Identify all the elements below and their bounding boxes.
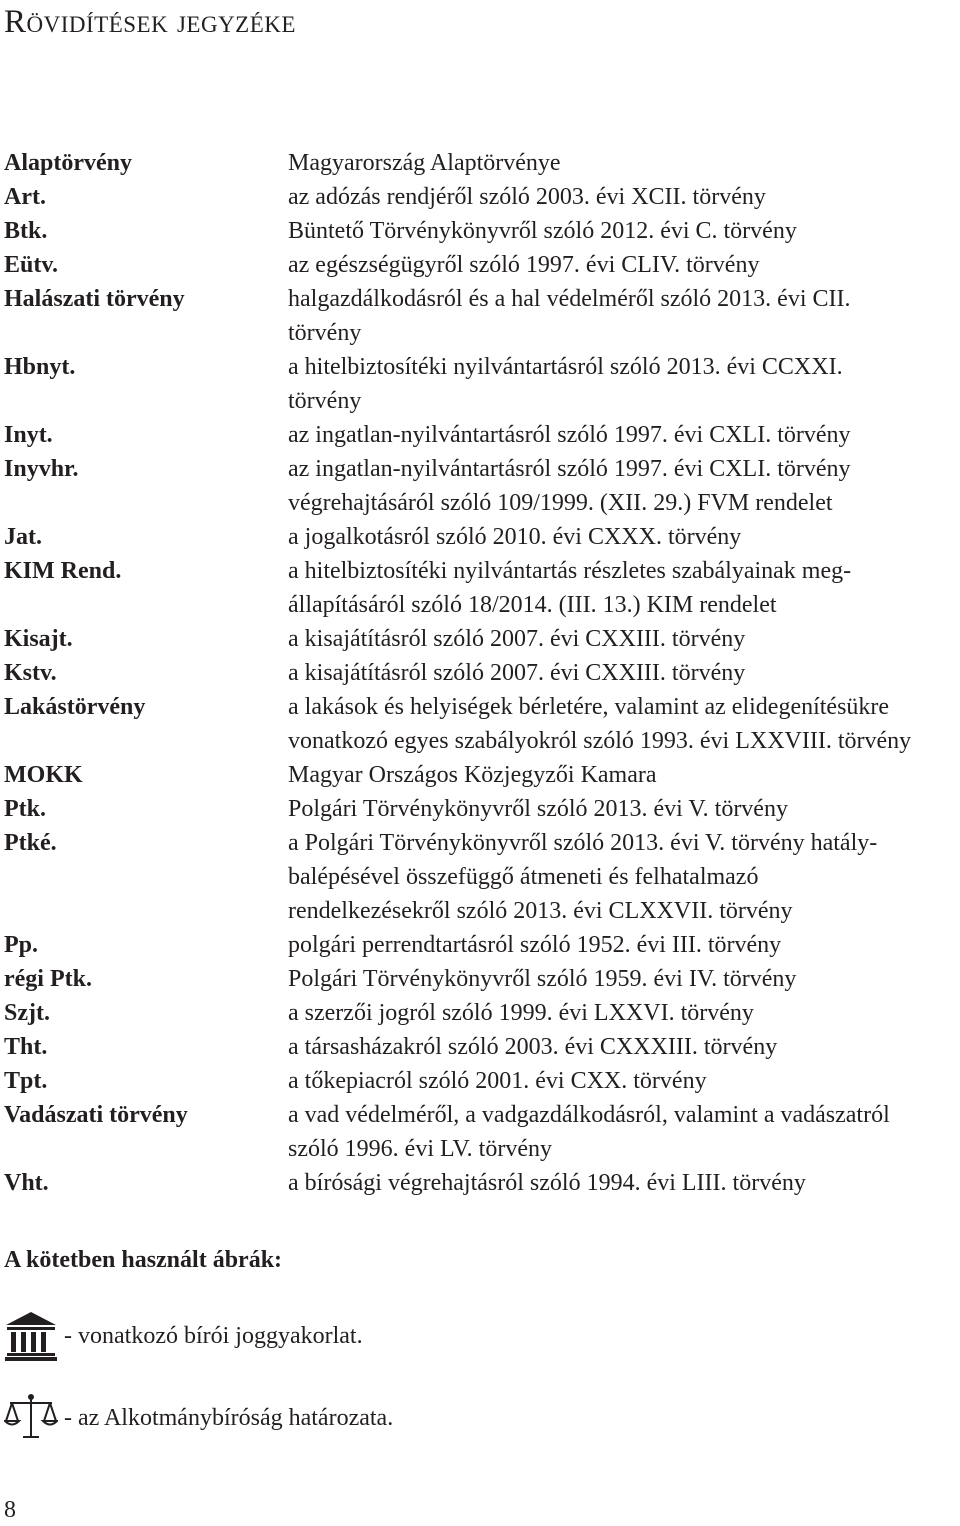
abbreviation-row	[4, 1098, 956, 1166]
abbreviation-term: Vadászati törvény	[4, 1102, 188, 1128]
abbreviation-row	[4, 146, 956, 180]
abbreviation-description-line: végrehajtásáról szóló 109/1999. (XII. 29.) FVM rendelet	[288, 490, 833, 516]
abbreviation-term: Btk.	[4, 218, 48, 244]
abbreviation-description-line: a jogalkotásról szóló 2010. évi CXXX. törvény	[288, 524, 742, 550]
abbreviation-description-line: Magyar Országos Közjegyzői Kamara	[288, 762, 657, 788]
abbreviation-description	[288, 520, 956, 554]
abbreviation-row	[4, 690, 956, 758]
abbreviation-row	[4, 214, 956, 248]
abbreviation-description-line: a szerzői jogról szóló 1999. évi LXXVI. törvény	[288, 1000, 754, 1026]
courthouse-icon	[4, 1309, 58, 1363]
abbreviation-row	[4, 248, 956, 282]
abbreviation-description-line: a bírósági végrehajtásról szóló 1994. évi LIII. törvény	[288, 1170, 806, 1196]
abbreviation-description-line: az egészségügyről szóló 1997. évi CLIV. törvény	[288, 252, 760, 278]
abbreviation-description	[288, 792, 956, 826]
abbreviation-description-line: állapításáról szóló 18/2014. (III. 13.) KIM rendelet	[288, 592, 777, 618]
abbreviation-row	[4, 350, 956, 418]
abbreviation-description	[288, 214, 956, 248]
abbreviation-description	[288, 1030, 956, 1064]
abbreviation-term: Tht.	[4, 1034, 48, 1060]
abbreviation-description-line: polgári perrendtartásról szóló 1952. évi III. törvény	[288, 932, 782, 958]
abbreviation-description-line: a hitelbiztosítéki nyilvántartásról szóló 2013. évi CCXXI.	[288, 354, 843, 380]
abbreviation-description	[288, 146, 956, 180]
abbreviation-description	[288, 826, 956, 928]
abbreviation-description	[288, 690, 956, 758]
figure-legend-court	[4, 1309, 363, 1363]
abbreviation-term: Ptk.	[4, 796, 46, 822]
abbreviation-row	[4, 1166, 956, 1200]
page-number: 8	[4, 1497, 16, 1523]
abbreviation-term: Lakástörvény	[4, 694, 146, 720]
abbreviation-description-line: Magyarország Alaptörvénye	[288, 150, 561, 176]
figure-legend-constitutional-text: - az Alkotmánybíróság határozata.	[64, 1405, 394, 1431]
abbreviation-description	[288, 1064, 956, 1098]
abbreviation-term: MOKK	[4, 762, 83, 788]
abbreviation-description	[288, 656, 956, 690]
abbreviation-row	[4, 656, 956, 690]
abbreviation-description	[288, 248, 956, 282]
abbreviation-row	[4, 622, 956, 656]
abbreviation-description-line: halgazdálkodásról és a hal védelméről szóló 2013. évi CII.	[288, 286, 851, 312]
abbreviation-term: Pp.	[4, 932, 39, 958]
abbreviation-description	[288, 758, 956, 792]
abbreviation-description-line: a kisajátításról szóló 2007. évi CXXIII. törvény	[288, 660, 746, 686]
abbreviation-description-line: a lakások és helyiségek bérletére, valamint az elidegenítésükre	[288, 694, 890, 720]
abbreviation-description-line: balépésével összefüggő átmeneti és felhatalmazó	[288, 864, 759, 890]
abbreviation-row	[4, 996, 956, 1030]
scales-icon	[4, 1391, 58, 1445]
abbreviation-row	[4, 1064, 956, 1098]
page-title: Rövidítések jegyzéke	[4, 4, 296, 40]
abbreviation-term: Ptké.	[4, 830, 57, 856]
abbreviation-term: régi Ptk.	[4, 966, 92, 992]
abbreviation-term: Kstv.	[4, 660, 57, 686]
abbreviation-description-line: az adózás rendjéről szóló 2003. évi XCII. törvény	[288, 184, 766, 210]
abbreviation-description	[288, 1098, 956, 1166]
abbreviation-description-line: a tőkepiacról szóló 2001. évi CXX. törvény	[288, 1068, 707, 1094]
abbreviation-description-line: a társasházakról szóló 2003. évi CXXXIII. törvény	[288, 1034, 778, 1060]
abbreviation-row	[4, 282, 956, 350]
figures-heading: A kötetben használt ábrák:	[4, 1247, 283, 1273]
abbreviation-row	[4, 418, 956, 452]
abbreviation-description-line: törvény	[288, 320, 362, 346]
abbreviation-description-line: szóló 1996. évi LV. törvény	[288, 1136, 552, 1162]
abbreviation-term: Alaptörvény	[4, 150, 132, 176]
abbreviation-description-line: az ingatlan-nyilvántartásról szóló 1997. évi CXLI. törvény	[288, 456, 851, 482]
abbreviation-description	[288, 1166, 956, 1200]
abbreviation-description	[288, 282, 956, 350]
abbreviation-description-line: rendelkezésekről szóló 2013. évi CLXXVII. törvény	[288, 898, 793, 924]
abbreviation-description	[288, 180, 956, 214]
abbreviation-row	[4, 928, 956, 962]
abbreviation-description-line: az ingatlan-nyilvántartásról szóló 1997. évi CXLI. törvény	[288, 422, 851, 448]
abbreviation-description-line: a kisajátításról szóló 2007. évi CXXIII. törvény	[288, 626, 746, 652]
abbreviation-description-line: Polgári Törvénykönyvről szóló 1959. évi IV. törvény	[288, 966, 797, 992]
abbreviation-description	[288, 452, 956, 520]
abbreviation-list	[4, 146, 956, 1200]
abbreviation-row	[4, 180, 956, 214]
abbreviation-description	[288, 350, 956, 418]
abbreviation-description	[288, 962, 956, 996]
figure-legend-constitutional	[4, 1391, 393, 1445]
abbreviation-description	[288, 928, 956, 962]
abbreviation-description-line: Büntető Törvénykönyvről szóló 2012. évi C. törvény	[288, 218, 797, 244]
abbreviation-row	[4, 826, 956, 928]
abbreviation-row	[4, 520, 956, 554]
abbreviation-term: Halászati törvény	[4, 286, 185, 312]
abbreviation-row	[4, 962, 956, 996]
abbreviation-description	[288, 622, 956, 656]
abbreviation-description	[288, 996, 956, 1030]
abbreviation-term: Tpt.	[4, 1068, 48, 1094]
abbreviation-description-line: törvény	[288, 388, 362, 414]
figure-legend-court-text: - vonatkozó bírói joggyakorlat.	[64, 1323, 363, 1349]
abbreviation-term: Szjt.	[4, 1000, 50, 1026]
abbreviation-description-line: a Polgári Törvénykönyvről szóló 2013. évi V. törvény hatály-	[288, 830, 878, 856]
abbreviation-term: Hbnyt.	[4, 354, 76, 380]
abbreviation-row	[4, 1030, 956, 1064]
abbreviation-description-line: Polgári Törvénykönyvről szóló 2013. évi V. törvény	[288, 796, 788, 822]
abbreviation-description	[288, 554, 956, 622]
abbreviation-term: Kisajt.	[4, 626, 73, 652]
abbreviation-description-line: a vad védelméről, a vadgazdálkodásról, valamint a vadászatról	[288, 1102, 890, 1128]
abbreviation-description-line: a hitelbiztosítéki nyilvántartás részletes szabályainak meg-	[288, 558, 852, 584]
abbreviation-term: Vht.	[4, 1170, 49, 1196]
abbreviation-term: Inyvhr.	[4, 456, 79, 482]
abbreviation-term: Art.	[4, 184, 46, 210]
abbreviation-term: Jat.	[4, 524, 42, 550]
abbreviation-row	[4, 452, 956, 520]
abbreviation-description-line: vonatkozó egyes szabályokról szóló 1993. évi LXXVIII. törvény	[288, 728, 912, 754]
abbreviation-term: KIM Rend.	[4, 558, 122, 584]
abbreviation-row	[4, 554, 956, 622]
abbreviation-row	[4, 792, 956, 826]
abbreviation-description	[288, 418, 956, 452]
abbreviation-term: Eütv.	[4, 252, 59, 278]
abbreviation-term: Inyt.	[4, 422, 53, 448]
abbreviation-row	[4, 758, 956, 792]
